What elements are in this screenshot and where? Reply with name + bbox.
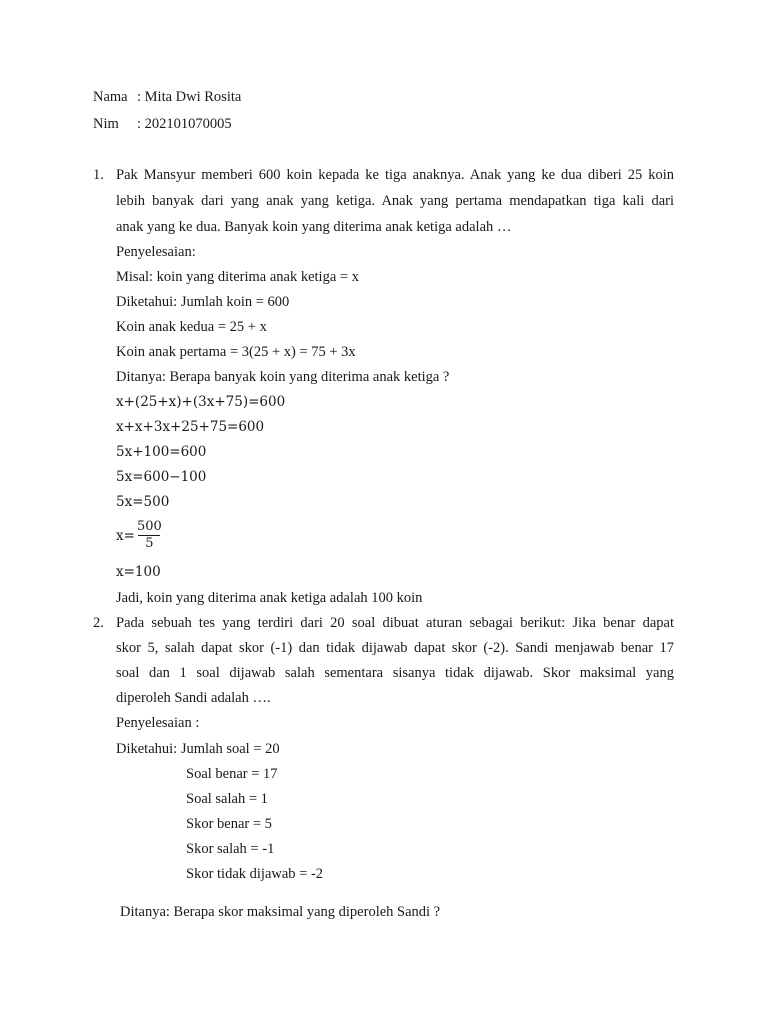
nim-value: : 202101070005 [137,116,232,132]
q1-result: x=100 [116,564,161,580]
q1-fraction-numerator: 500 [136,519,162,534]
q1-misal: Misal: koin yang diterima anak ketiga = x [116,269,359,285]
q1-step-4: 5x=600−100 [116,469,207,485]
q1-fraction-lhs: x= [116,527,135,544]
q1-penyelesaian: Penyelesaian: [116,244,196,260]
q2-penyelesaian: Penyelesaian : [116,715,200,731]
nama-label: Nama [93,89,128,105]
q2-soal-benar: Soal benar = 17 [186,766,278,782]
q1-step-1: x+(25+x)+(3x+75)=600 [116,394,286,410]
q2-question-line-4: diperoleh Sandi adalah …. [116,690,271,706]
q1-question-line-3: anak yang ke dua. Banyak koin yang diterima anak ketiga adalah … [116,219,512,235]
q1-fraction [137,519,162,552]
q2-skor-salah: Skor salah = -1 [186,841,275,857]
q2-number: 2. [93,615,104,631]
q2-ditanya: Ditanya: Berapa skor maksimal yang diperoleh Sandi ? [120,904,441,920]
q2-question-line-2: skor 5, salah dapat skor (-1) dan tidak dijawab dapat skor (-2). Sandi menjawab benar 17 [116,640,674,656]
q2-skor-benar: Skor benar = 5 [186,816,272,832]
q1-number: 1. [93,167,104,183]
q2-question-line-3: soal dan 1 soal dijawab salah sementara sisanya tidak dijawab. Skor maksimal yang [116,665,674,681]
q1-step-2: x+x+3x+25+75=600 [116,419,265,435]
q1-question-line-2: lebih banyak dari yang anak yang ketiga. Anak yang pertama mendapatkan tiga kali dari [116,193,674,209]
nim-label: Nim [93,116,119,132]
q1-question-line-1: Pak Mansyur memberi 600 koin kepada ke tiga anaknya. Anak yang ke dua diberi 25 koin [116,167,674,183]
q1-fraction-equation [116,519,162,552]
q2-question-line-1: Pada sebuah tes yang terdiri dari 20 soal dibuat aturan sebagai berikut: Jika benar dapat [116,615,674,631]
q1-jadi: Jadi, koin yang diterima anak ketiga adalah 100 koin [116,590,423,606]
q2-soal-salah: Soal salah = 1 [186,791,268,807]
q2-skor-tidak-dijawab: Skor tidak dijawab = -2 [186,866,324,882]
q1-ditanya: Ditanya: Berapa banyak koin yang diterima anak ketiga ? [116,369,450,385]
q1-koin-pertama: Koin anak pertama = 3(25 + x) = 75 + 3x [116,344,356,360]
q1-step-3: 5x+100=600 [116,444,207,460]
q1-step-5: 5x=500 [116,494,170,510]
q1-koin-kedua: Koin anak kedua = 25 + x [116,319,267,335]
nama-value: : Mita Dwi Rosita [137,89,242,105]
q1-diketahui: Diketahui: Jumlah koin = 600 [116,294,290,310]
q1-fraction-denominator: 5 [145,536,154,551]
q2-diketahui: Diketahui: Jumlah soal = 20 [116,741,280,757]
